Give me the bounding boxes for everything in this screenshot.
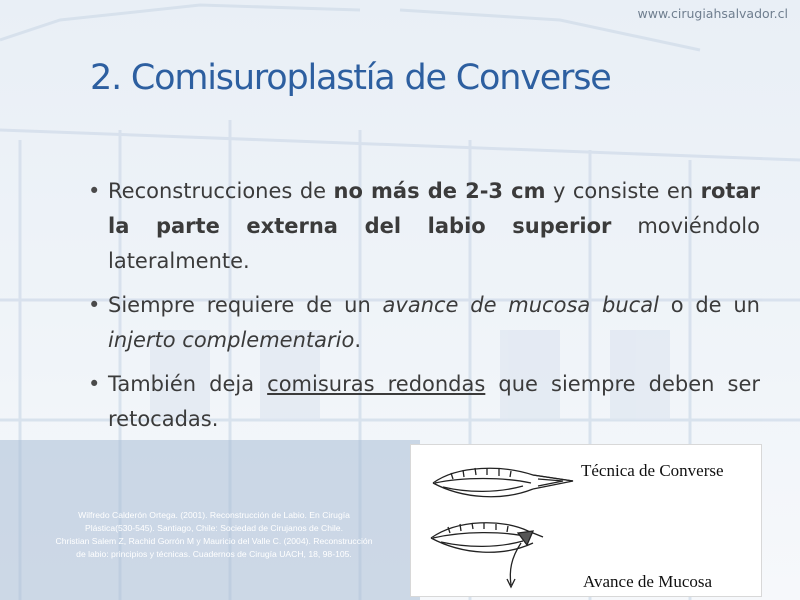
technique-figure	[410, 444, 762, 597]
bullet-item	[88, 288, 760, 358]
bullet-dot-icon: •	[88, 372, 101, 396]
website-url: www.cirugiahsalvador.cl	[637, 6, 788, 21]
figure-caption-bottom: Avance de Mucosa	[583, 572, 713, 591]
bullet-dot-icon: •	[88, 179, 101, 203]
text-segment: moviéndolo lateralmente.	[108, 214, 760, 273]
text-segment: .	[354, 328, 362, 352]
bullet-list	[88, 174, 760, 446]
bullet-item	[88, 174, 760, 279]
bullet-text	[108, 293, 760, 352]
lip-drawing-illustration	[423, 453, 583, 593]
figure-caption-top: Técnica de Converse	[581, 461, 724, 480]
italic-text: injerto complementario	[108, 328, 355, 352]
reference-item: Wilfredo Calderón Ortega. (2001). Reconstrucción de Labio. En Cirugía Plástica(530-545). Santiago, Chile: Sociedad de Cirujanos de Chile.	[78, 510, 350, 533]
reference-item: Christian Salem Z, Rachid Gorrón M y Mauricio del Valle C. (2004). Reconstrucción de labio: principios y técnicas. Cuadernos de Cirugía UACH, 18, 98-105.	[55, 536, 373, 559]
italic-text: avance de mucosa bucal	[382, 293, 659, 317]
text-segment: También deja	[108, 372, 268, 396]
bullet-dot-icon: •	[88, 293, 101, 317]
bullet-text	[108, 372, 760, 431]
text-segment: o de un	[658, 293, 760, 317]
underlined-text: comisuras redondas	[267, 372, 486, 396]
text-segment: y consiste en	[545, 179, 701, 203]
bullet-item	[88, 367, 760, 437]
text-segment: que siempre deben ser retocadas.	[108, 372, 761, 431]
bullet-text	[108, 179, 760, 273]
bold-text: rotar la parte externa del labio superior	[108, 179, 760, 238]
bold-text: no más de 2-3 cm	[333, 179, 546, 203]
text-segment: Reconstrucciones de	[108, 179, 334, 203]
text-segment: Siempre requiere de un	[108, 293, 383, 317]
slide-title: 2. Comisuroplastía de Converse	[90, 58, 611, 98]
references	[54, 509, 374, 561]
